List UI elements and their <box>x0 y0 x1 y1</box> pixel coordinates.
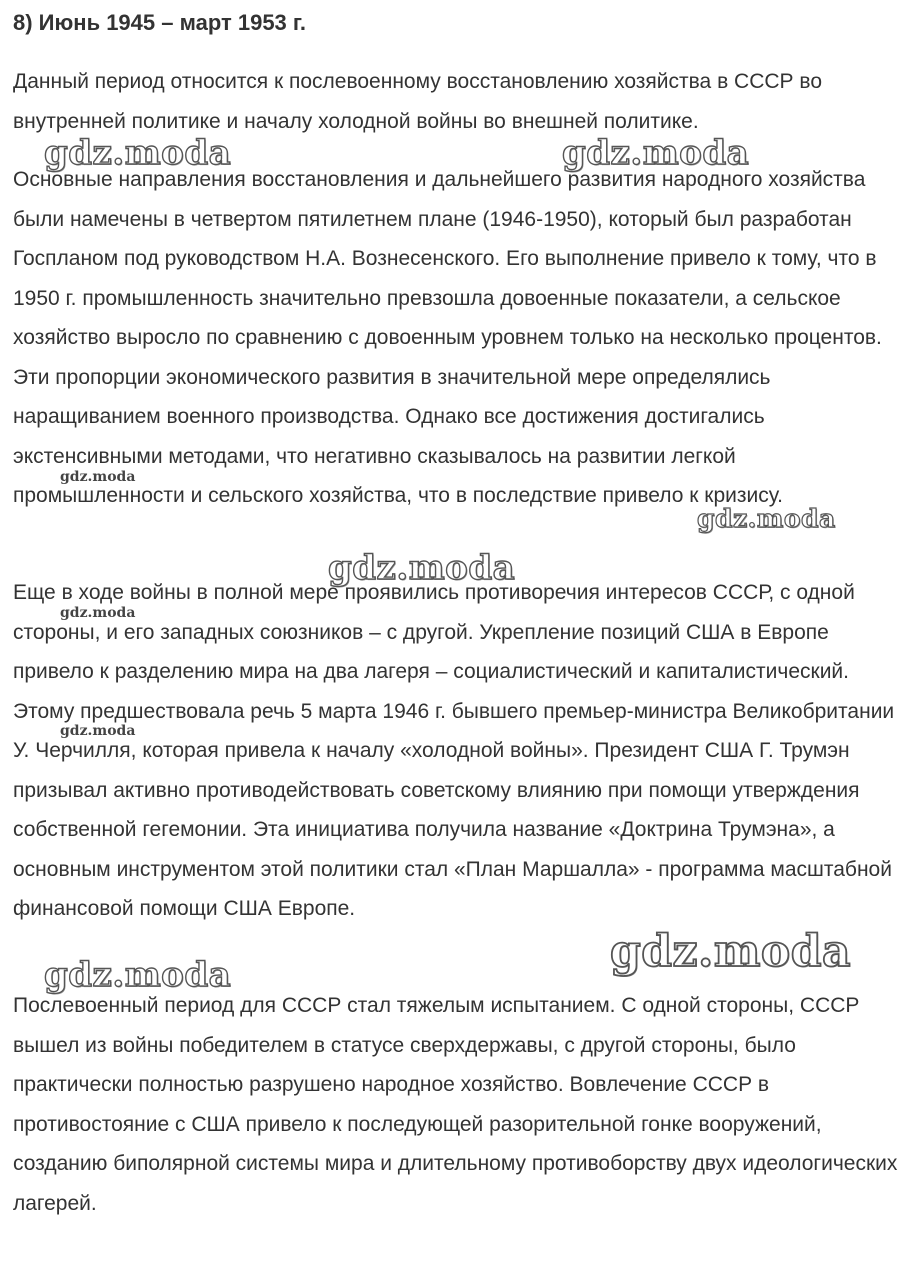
paragraph-intro: Данный период относится к послевоенному восстановлению хозяйства в СССР во внутренней политике и началу холодной войны во внешней политике. <box>13 70 822 133</box>
watermark: gdz.moda <box>60 605 136 621</box>
watermark: gdz.moda <box>562 133 750 173</box>
watermark: gdz.moda <box>697 504 836 533</box>
page-title: 8) Июнь 1945 – март 1953 г. <box>13 10 306 35</box>
watermark: gdz.moda <box>610 926 852 977</box>
paragraph-economy: Основные направления восстановления и дальнейшего развития народного хозяйства были намечены в четвертом пятилетнем плане (1946-1950), который был разработан Госпланом под руководством Н.А. Вознесенского. Его выполнение привело к тому, что в 1950 г. промышленность значительно превзошла довоенные показатели, а сельское хозяйство выросло по сравнению с довоенным уровнем только на несколько процентов. Эти пропорции экономического развития в значительной мере определялись наращиванием военного производства. Однако все достижения достигались экстенсивными методами, что негативно сказывалось на развитии легкой промышленности и сельского хозяйства, что в последствие привело к кризису. <box>13 168 882 507</box>
watermark: gdz.moda <box>44 133 232 173</box>
watermark: gdz.moda <box>44 955 232 995</box>
watermark: gdz.moda <box>60 469 136 485</box>
paragraph-cold-war: Еще в ходе войны в полной мере проявились противоречия интересов СССР, с одной стороны, и его западных союзников – с другой. Укрепление позиций США в Европе привело к разделению мира на два лагеря – социалистический и капиталистический. Этому предшествовала речь 5 марта 1946 г. бывшего премьер-министра Великобритании У. Черчилля, которая привела к началу «холодной войны». Президент США Г. Трумэн призывал активно противодействовать советскому влиянию при помощи утверждения собственной гегемонии. Эта инициатива получила название «Доктрина Трумэна», а основным инструментом этой политики стал «План Маршалла» - программа масштабной финансовой помощи США Европе. <box>13 581 895 920</box>
watermark: gdz.moda <box>60 723 136 739</box>
paragraph-postwar: Послевоенный период для СССР стал тяжелым испытанием. С одной стороны, СССР вышел из войны победителем в статусе сверхдержавы, с другой стороны, было практически полностью разрушено народное хозяйство. Вовлечение СССР в противостояние с США привело к последующей разорительной гонке вооружений, созданию биполярной системы мира и длительному противоборству двух идеологических лагерей. <box>13 994 898 1215</box>
watermark: gdz.moda <box>328 548 516 588</box>
